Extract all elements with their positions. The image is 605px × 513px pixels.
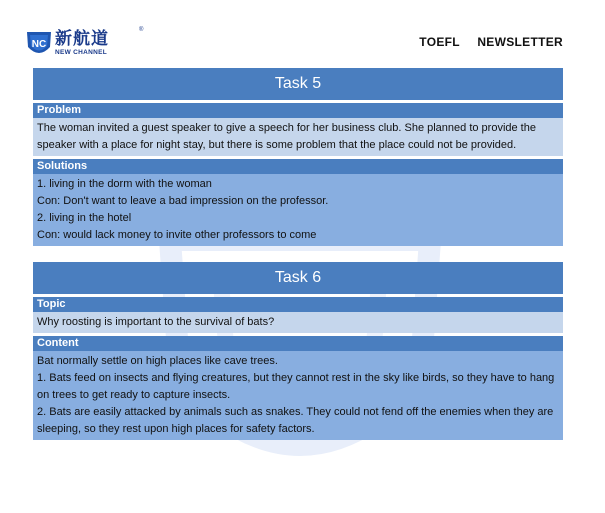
shield-logo-icon xyxy=(26,30,52,58)
logo-english-text: NEW CHANNEL xyxy=(55,49,108,57)
task5-title: Task 5 xyxy=(33,68,563,100)
task6-content-line: Bat normally settle on high places like cave trees. xyxy=(37,355,278,367)
task6-topic-text: Why roosting is important to the survival of bats? xyxy=(37,316,275,328)
task6-title: Task 6 xyxy=(33,262,563,294)
task5-solutions-box xyxy=(33,174,563,246)
task5-solution-line: Con: would lack money to invite other professors to come xyxy=(37,229,317,241)
task5-solution-line: Con: Don't want to leave a bad impression on the professor. xyxy=(37,195,329,207)
brand-logo xyxy=(26,27,144,59)
task6-topic-label: Topic xyxy=(33,297,563,312)
header-toefl: TOEFL xyxy=(419,35,460,49)
header-newsletter: NEWSLETTER xyxy=(477,35,563,49)
task6-content-line: 1. Bats feed on insects and flying creatures, but they cannot rest in the sky like birds, so they have to hang on trees to get ready to capture insects. xyxy=(37,372,555,401)
task6-content-box xyxy=(33,351,563,440)
task6-topic-box xyxy=(33,312,563,333)
task5-panel xyxy=(33,68,563,246)
task5-solution-line: 1. living in the dorm with the woman xyxy=(37,178,212,190)
logo-trademark: ® xyxy=(139,27,144,33)
task6-content-label: Content xyxy=(33,336,563,351)
task5-solutions-label: Solutions xyxy=(33,159,563,174)
logo-chinese-text: 新航道 xyxy=(55,29,109,50)
task5-problem-text: The woman invited a guest speaker to give a speech for her business club. She planned to provide the speaker with a place for night stay, but there is some problem that the place could not be provided. xyxy=(37,122,536,151)
task6-panel xyxy=(33,262,563,440)
header-title xyxy=(419,35,563,49)
task5-problem-box xyxy=(33,118,563,156)
task5-problem-label: Problem xyxy=(33,103,563,118)
task5-solution-line: 2. living in the hotel xyxy=(37,212,132,224)
task6-content-line: 2. Bats are easily attacked by animals such as snakes. They could not fend off the enemies when they are sleeping, so they rest upon high places for safety factors. xyxy=(37,406,554,435)
logo-mark-text: NC xyxy=(31,39,47,50)
